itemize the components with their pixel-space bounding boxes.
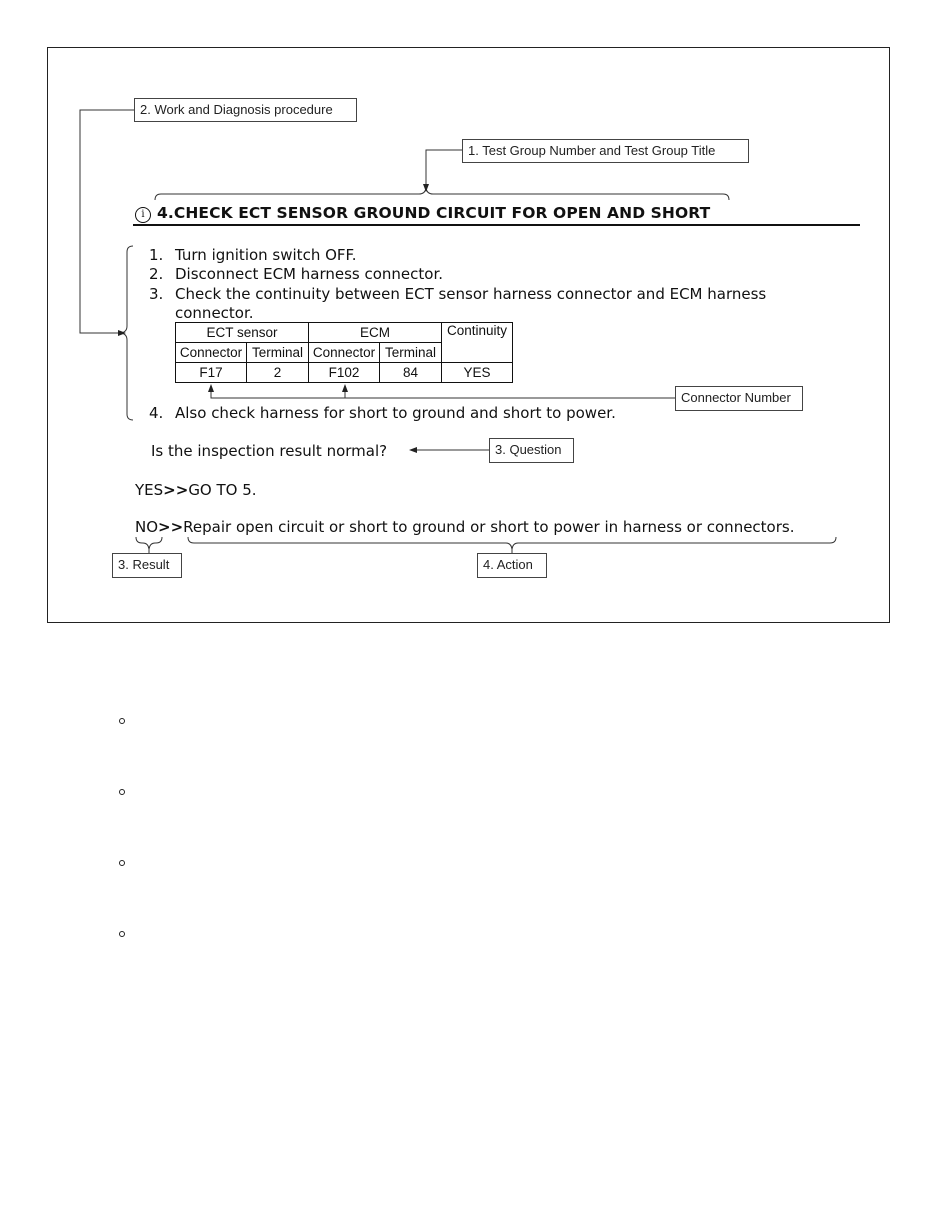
table-header-ecm: ECM <box>309 323 442 343</box>
title-text: 4.CHECK ECT SENSOR GROUND CIRCUIT FOR OPEN AND SHORT <box>157 204 711 222</box>
no-result <box>135 518 794 536</box>
test-group-title <box>135 204 710 223</box>
callout-action: 4. Action <box>477 553 547 578</box>
no-action: Repair open circuit or short to ground or short to power in harness or connectors. <box>183 518 795 536</box>
step-4: 4. Also check harness for short to ground and short to power. <box>149 404 616 422</box>
callout-test-group: 1. Test Group Number and Test Group Title <box>462 139 749 163</box>
table-cell: YES <box>442 363 513 383</box>
table-cell: 84 <box>380 363 442 383</box>
step-3: 3. Check the continuity between ECT sensor harness connector and ECM harness <box>149 285 767 303</box>
result-arrow: >> <box>163 481 189 499</box>
inspection-question: Is the inspection result normal? <box>151 442 388 460</box>
step-2: 2. Disconnect ECM harness connector. <box>149 265 444 283</box>
table-header-continuity: Continuity <box>442 323 513 363</box>
info-icon: i <box>135 207 151 223</box>
yes-label: YES <box>135 481 164 499</box>
list-bullet <box>119 718 125 724</box>
no-label: NO <box>135 518 159 536</box>
table-subheader: Terminal <box>247 343 309 363</box>
table-subheader: Terminal <box>380 343 442 363</box>
table-cell: F102 <box>309 363 380 383</box>
table-subheader: Connector <box>176 343 247 363</box>
list-bullet <box>119 860 125 866</box>
step-3-continued: connector. <box>175 304 254 322</box>
yes-action: GO TO 5. <box>188 481 257 499</box>
title-underline <box>133 224 860 226</box>
yes-result <box>135 481 257 499</box>
continuity-table <box>175 322 513 383</box>
step-1: 1. Turn ignition switch OFF. <box>149 246 357 264</box>
table-subheader: Connector <box>309 343 380 363</box>
result-arrow: >> <box>158 518 184 536</box>
callout-result: 3. Result <box>112 553 182 578</box>
list-bullet <box>119 789 125 795</box>
callout-question: 3. Question <box>489 438 574 463</box>
callout-work-diagnosis: 2. Work and Diagnosis procedure <box>134 98 357 122</box>
callout-connector-number: Connector Number <box>675 386 803 411</box>
table-cell: F17 <box>176 363 247 383</box>
table-header-ect-sensor: ECT sensor <box>176 323 309 343</box>
table-cell: 2 <box>247 363 309 383</box>
list-bullet <box>119 931 125 937</box>
